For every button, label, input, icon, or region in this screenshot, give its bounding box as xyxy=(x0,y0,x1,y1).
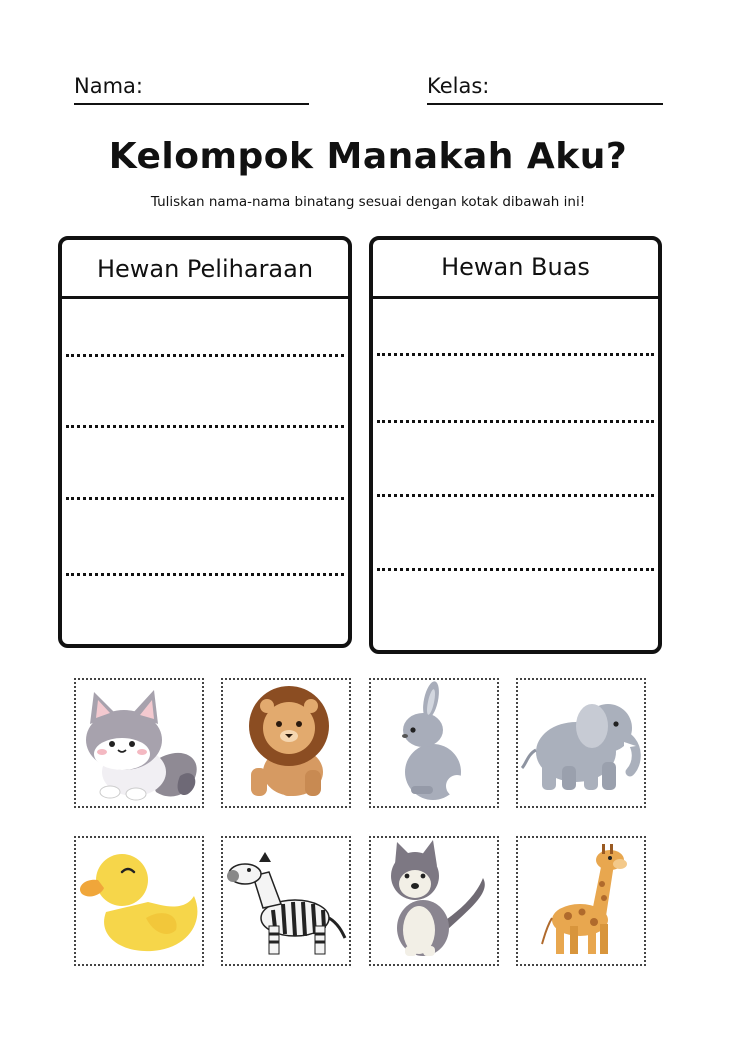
class-underline xyxy=(427,103,663,105)
animal-card-husky[interactable] xyxy=(369,836,499,966)
giraffe-icon xyxy=(518,838,644,964)
writing-line[interactable] xyxy=(377,420,654,423)
pets-column-header xyxy=(62,240,348,299)
animal-card-giraffe[interactable] xyxy=(516,836,646,966)
animal-card-lion[interactable] xyxy=(221,678,351,808)
class-field[interactable] xyxy=(427,74,663,106)
writing-line[interactable] xyxy=(377,353,654,356)
wild-animals-column-header xyxy=(373,240,658,299)
pets-column-title: Hewan Peliharaan xyxy=(96,255,314,283)
lion-icon xyxy=(223,680,349,806)
animal-card-zebra[interactable] xyxy=(221,836,351,966)
writing-line[interactable] xyxy=(377,494,654,497)
duck-icon xyxy=(76,838,202,964)
writing-line[interactable] xyxy=(377,568,654,571)
writing-line[interactable] xyxy=(66,425,344,428)
writing-line[interactable] xyxy=(66,497,344,500)
zebra-icon xyxy=(223,838,349,964)
animal-card-cat[interactable] xyxy=(74,678,204,808)
writing-line[interactable] xyxy=(66,354,344,357)
cat-icon xyxy=(76,680,202,806)
name-underline xyxy=(74,103,309,105)
wild-animals-column-title: Hewan Buas xyxy=(441,253,590,281)
animal-card-rabbit[interactable] xyxy=(369,678,499,808)
pets-column xyxy=(58,236,352,648)
name-field[interactable] xyxy=(74,74,309,106)
rabbit-icon xyxy=(371,680,497,806)
husky-icon xyxy=(371,838,497,964)
animal-card-duck[interactable] xyxy=(74,836,204,966)
class-label: Kelas: xyxy=(427,74,490,98)
wild-animals-column xyxy=(369,236,662,654)
name-label: Nama: xyxy=(74,74,143,98)
worksheet-title: Kelompok Manakah Aku? xyxy=(108,136,628,177)
animal-card-elephant[interactable] xyxy=(516,678,646,808)
writing-line[interactable] xyxy=(66,573,344,576)
worksheet-instruction: Tuliskan nama-nama binatang sesuai dengan kotak dibawah ini! xyxy=(150,194,586,210)
elephant-icon xyxy=(518,680,644,806)
